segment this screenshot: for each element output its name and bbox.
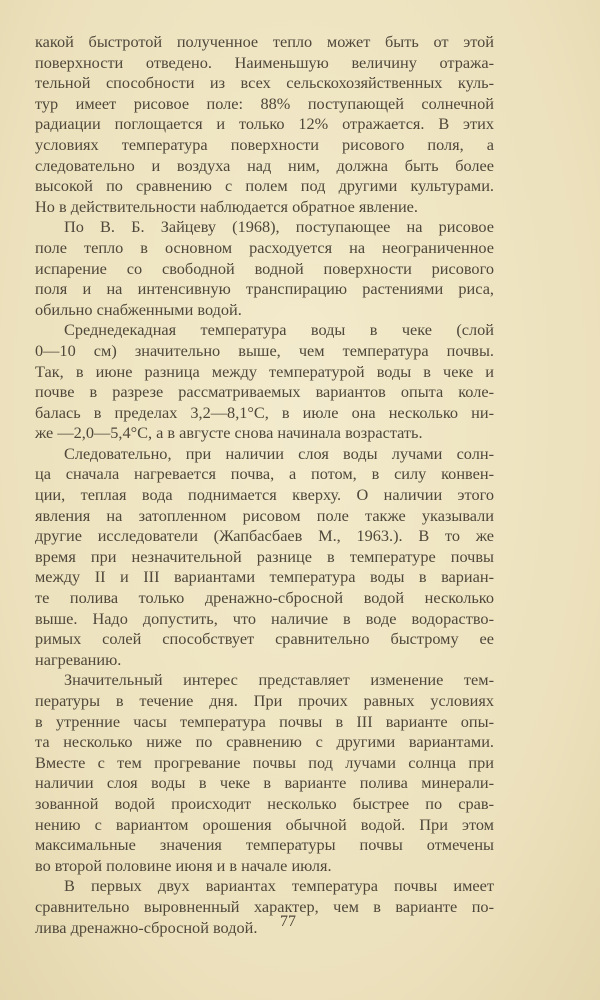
text-line: время при незначительной разнице в температуре почвы [35,546,494,566]
text-line: В первых двух вариантах температура почвы имеет [64,876,494,896]
text-line: другие исследователи (Жапбасбаев М., 1963.). В то же [35,526,494,546]
text-line: Вместе с тем прогревание почвы под лучами солнца при [35,752,494,772]
text-line: между II и III вариантами температура воды в вариан- [35,567,494,587]
text-line: лива дренажно-сбросной водой. [35,917,258,937]
page-number: 77 [280,913,296,930]
paragraph [35,876,494,938]
text-line: наличии слоя воды в чеке в варианте полива минерали- [35,773,494,793]
page-body-text [35,32,494,938]
text-line: нению с вариантом орошения обычной водой. При этом [35,814,494,834]
text-line: поля и на интенсивную транспирацию растениями риса, [35,279,494,299]
text-line: выше. Надо допустить, что наличие в воде водораство- [35,608,494,628]
text-line: испарение со свободной водной поверхности рисового [35,258,494,278]
text-line: радиации поглощается и только 12% отражается. В этих [35,114,494,134]
paragraph [35,32,494,217]
text-line: Следовательно, при наличии слоя воды лучами солн- [64,443,494,463]
text-line: во второй половине июня и в начале июля. [35,855,332,875]
text-line: 0—10 см) значительно выше, чем температура почвы. [35,340,494,360]
paragraph [35,444,494,671]
text-line: условиях температура поверхности рисового поля, а [35,134,494,154]
text-line: те полива только дренажно-сбросной водой несколько [35,588,494,608]
text-line: Среднедекадная температура воды в чеке (слой [64,320,494,340]
text-line: же —2,0—5,4°С, а в августе снова начинала возрастать. [35,423,423,443]
text-line: обильно снабженными водой. [35,299,242,319]
text-line: высокой по сравнению с полем под другими культурами. [35,176,494,196]
text-line: поле тепло в основном расходуется на неограниченное [35,237,494,257]
text-line: какой быстротой полученное тепло может быть от этой [35,32,494,51]
text-line: следовательно и воздуха над ним, должна быть более [35,155,494,175]
text-line: та несколько ниже по сравнению с другими вариантами. [35,732,494,752]
paragraph [35,217,494,320]
text-line: максимальные значения температуры почвы отмечены [35,835,494,855]
text-line: зованной водой происходит несколько быстрее по срав- [35,793,494,813]
paragraph [35,670,494,876]
text-line: балась в пределах 3,2—8,1°С, в июле она несколько ни- [35,402,494,422]
text-line: ца сначала нагревается почва, а потом, в силу конвен- [35,464,494,484]
text-line: тельной способности из всех сельскохозяйственных куль- [35,73,494,93]
text-line: Значительный интерес представляет изменение тем- [64,670,494,690]
text-line: Но в действительности наблюдается обратное явление. [35,196,418,216]
text-line: в утренние часы температура почвы в III варианте опы- [35,711,494,731]
text-line: поверхности отведено. Наименьшую величину отража- [35,52,494,72]
text-line: По В. Б. Зайцеву (1968), поступающее на рисовое [64,217,494,237]
paragraph [35,320,494,444]
text-line: ции, теплая вода поднимается кверху. О наличии этого [35,485,494,505]
text-line: римых солей способствует сравнительно быстрому ее [35,629,494,649]
text-line: сравнительно выровненный характер, чем в варианте по- [35,896,494,916]
text-line: тур имеет рисовое поле: 88% поступающей солнечной [35,93,494,113]
text-line: нагреванию. [35,649,122,669]
text-line: почве в разрезе рассматриваемых вариантов опыта коле- [35,382,494,402]
text-line: явления на затопленном рисовом поле также указывали [35,505,494,525]
text-line: пературы в течение дня. При прочих равных условиях [35,691,494,710]
text-line: Так, в июне разница между температурой воды в чеке и [35,361,494,381]
